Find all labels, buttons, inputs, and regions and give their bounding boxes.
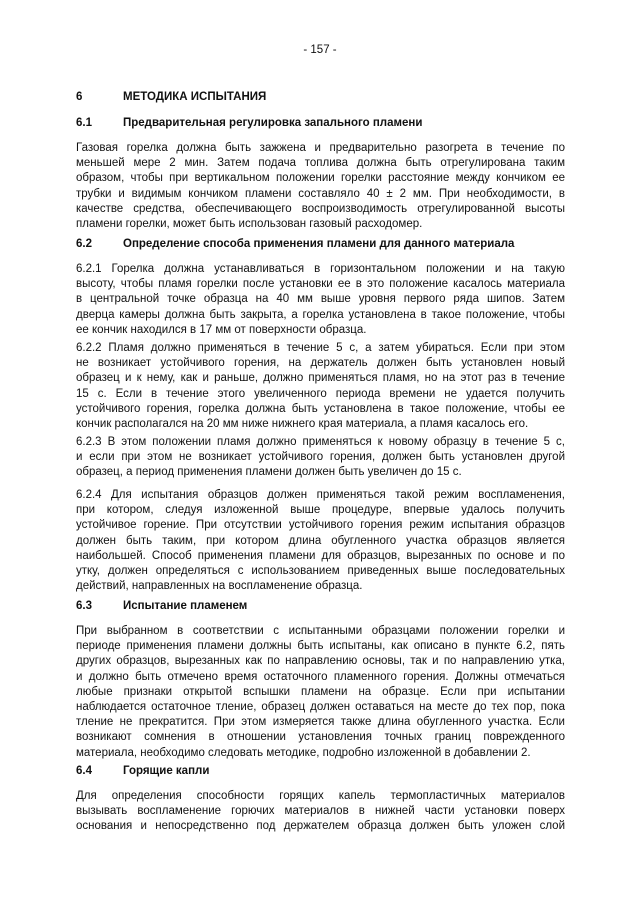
text-line: образом, чтобы при вертикальном положении горелки расстояние между кончиком ее xyxy=(76,172,565,185)
text-line: Для определения способности горящих капель термопластичных материалов xyxy=(76,790,565,802)
text-line: 15 с. Если в течение этого увеличенного периода времени не удается получить xyxy=(76,387,565,400)
text-line: 6.2.4 Для испытания образцов должен применяться такой режим воспламенения, xyxy=(76,489,565,501)
text-line: дверца камеры должна быть закрыта, а горелка установлена в такое положение, чтобы xyxy=(76,308,565,321)
text-line: должен быть таким, при котором длина обугленного участка образцов является xyxy=(76,534,565,547)
text-line: образец, а период применения пламени должен быть увеличен до 15 с. xyxy=(76,466,462,479)
text-line: пламени горелки, может быть использован газовый расходомер. xyxy=(76,218,423,231)
paragraph-6-4 xyxy=(76,789,565,835)
text-line: других образцов, вырезанных как по направлению основы, так и по направлению утка, xyxy=(76,655,565,668)
text-line: устойчивое горение. При отсутствии устойчивого горения режим испытания образцов xyxy=(76,519,565,532)
heading-section-6-1 xyxy=(76,116,422,130)
heading-number: 6.4 xyxy=(76,765,92,777)
text-line: устойчивого горения, горелка должна быть установлена в такое положение, чтобы ее xyxy=(76,402,565,415)
text-line: в центральной точке образца на 40 мм выше уровня первого ряда шипов. Затем xyxy=(76,293,565,306)
text-line: Газовая горелка должна быть зажжена и предварительно разогрета в течение по xyxy=(76,142,565,154)
paragraph-6-2-3 xyxy=(76,435,565,481)
text-line: 6.2.2 Пламя должно применяться в течение 5 с, а затем убираться. Если при этом xyxy=(76,342,565,354)
heading-section-6 xyxy=(76,90,266,104)
text-line: наблюдается остаточное тление, образец должен оставаться на месте до тех пор, пока xyxy=(76,701,565,714)
text-line: качестве средства, обеспечивающего воспроизводимость отрегулированной высоты xyxy=(76,202,565,215)
text-line: образец и к нему, как и раньше, должно применяться пламя, но на этот раз в течение xyxy=(76,372,565,385)
text-line: любые признаки открытой вспышки пламени на образце. Если при испытании xyxy=(76,685,565,698)
heading-title: Определение способа применения пламени для данного материала xyxy=(123,238,515,250)
paragraph-6-3 xyxy=(76,624,565,761)
text-line: материала, необходимо следовать методике, подробно изложенной в добавлении 2. xyxy=(76,746,531,759)
text-line: кончик располагался на 20 мм ниже нижнего края материала, а пламя касалось его. xyxy=(76,418,529,431)
heading-section-6-2 xyxy=(76,237,514,251)
text-line: утку, должен определяться с использованием приведенных выше последовательных xyxy=(76,565,565,578)
text-line: меньшей мере 2 мин. Затем подача топлива должна быть отрегулирована таким xyxy=(76,157,565,170)
heading-title: Предварительная регулировка запального пламени xyxy=(123,117,423,129)
paragraph-6-2-1 xyxy=(76,262,565,338)
text-line: вызывать воспламенение горючих материалов в нижней части установки поверх xyxy=(76,805,565,818)
paragraph-6-1 xyxy=(76,141,565,232)
text-line: при котором, следуя изложенной выше процедуре, впервые удалось получить xyxy=(76,504,565,517)
heading-section-6-3 xyxy=(76,599,247,613)
text-line: высоту, чтобы пламя горелки после установки ее в это положение касалось материала xyxy=(76,278,565,291)
text-line: наибольшей. Способ применения пламени для образцов, вырезанных по основе и по xyxy=(76,549,565,562)
text-line: тление не прекратится. При этом измеряется также длина обугленного участка. Если xyxy=(76,716,565,729)
heading-title: Горящие капли xyxy=(123,765,210,777)
text-line: При выбранном в соответствии с испытанными образцами положении горелки и xyxy=(76,625,565,637)
text-line: периоде применения пламени должны быть испытаны, как описано в пункте 6.2, пять xyxy=(76,640,565,653)
text-line: трубки и видимым кончиком пламени составляло 40 ± 2 мм. При необходимости, в xyxy=(76,187,565,200)
text-line: возникают сомнения в отношении установления точных границ поврежденного xyxy=(76,731,565,744)
heading-number: 6 xyxy=(76,91,83,103)
text-line: 6.2.3 В этом положении пламя должно применяться к новому образцу в течение 5 с, xyxy=(76,436,565,448)
text-line: действий, направленных на воспламенение образца. xyxy=(76,580,363,593)
paragraph-6-2-2 xyxy=(76,341,565,432)
text-line: ее кончик находился в 17 мм от поверхности образца. xyxy=(76,323,367,336)
heading-number: 6.2 xyxy=(76,238,92,250)
paragraph-6-2-4 xyxy=(76,488,565,594)
heading-title: МЕТОДИКА ИСПЫТАНИЯ xyxy=(123,91,267,103)
page-number: - 157 - xyxy=(303,44,337,56)
heading-section-6-4 xyxy=(76,764,209,778)
text-line: и если при этом не возникает устойчивого горения, должен быть установлен другой xyxy=(76,451,565,464)
text-line: не возникает устойчивого горения, на держатель должен быть установлен новый xyxy=(76,357,565,370)
text-line: основания и непосредственно под держателем образца должен быть уложен слой xyxy=(76,820,565,833)
text-line: 6.2.1 Горелка должна устанавливаться в горизонтальном положении и на такую xyxy=(76,263,565,275)
heading-title: Испытание пламенем xyxy=(123,600,248,612)
heading-number: 6.1 xyxy=(76,117,92,129)
text-line: и должно быть отмечено время остаточного пламенного горения. Должны отмечаться xyxy=(76,670,565,683)
heading-number: 6.3 xyxy=(76,600,92,612)
